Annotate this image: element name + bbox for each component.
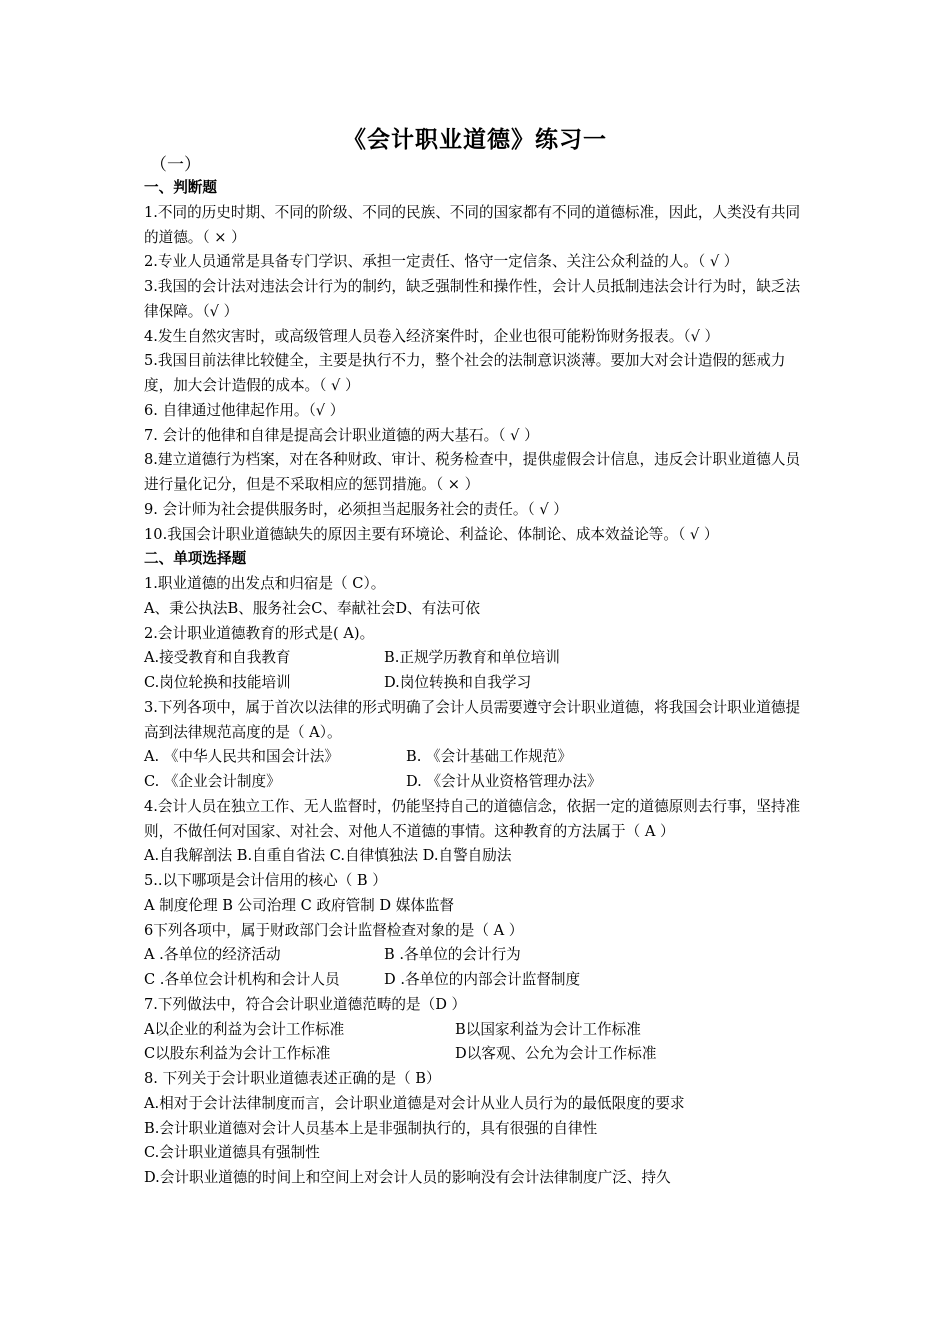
option-c: C以股东利益为会计工作标准: [144, 1045, 331, 1063]
mc-question-6-stem: 6下列各项中，属于财政部门会计监督检查对象的是（ A ）: [144, 921, 524, 939]
mc-question-2-options-row2: [144, 671, 812, 696]
tf-question-3: 3.我国的会计法对违法会计行为的制约，缺乏强制性和操作性，会计人员抵制违法会计行为时，缺乏法律保障。（√ ）: [144, 278, 801, 320]
mc-question-8-option-b: B.会计职业道德对会计人员基本上是非强制执行的，具有很强的自律性: [144, 1119, 598, 1137]
mc-question-8-option-c: C.会计职业道德具有强制性: [144, 1144, 320, 1162]
tf-question-1: 1.不同的历史时期、不同的阶级、不同的民族、不同的国家都有不同的道德标准，因此，人类没有共同的道德。（ × ）: [144, 203, 801, 246]
tf-question-10: 10.我国会计职业道德缺失的原因主要有环境论、利益论、体制论、成本效益论等。（ √ ）: [144, 525, 719, 543]
mc-question-2-options-row1: [144, 646, 812, 671]
option-b: B. 《会计基础工作规范》: [406, 748, 572, 766]
mc-question-3-stem: 3.下列各项中，属于首次以法律的形式明确了会计人员需要遵守会计职业道德，将我国会计职业道德提高到法律规范高度的是（ A）。: [144, 698, 801, 741]
option-d: D. 《会计从业资格管理办法》: [406, 773, 602, 790]
mc-question-2-stem: 2.会计职业道德教育的形式是( A)。: [144, 624, 375, 642]
mc-question-5-stem: 5..以下哪项是会计信用的核心（ B ）: [144, 872, 387, 889]
part-label: （一）: [150, 155, 201, 175]
option-b: B以国家利益为会计工作标准: [455, 1020, 641, 1038]
tf-question-8: 8.建立道德行为档案，对在各种财政、审计、税务检查中，提供虚假会计信息，违反会计职业道德人员进行量化记分，但是不采取相应的惩罚措施。（ × ）: [144, 451, 801, 493]
option-d: D.岗位转换和自我学习: [384, 674, 532, 691]
section-heading-single-choice: 二、单项选择题: [144, 550, 247, 568]
tf-question-5: 5.我国目前法律比较健全，主要是执行不力，整个社会的法制意识淡薄。要加大对会计造假的惩戒力度，加大会计造假的成本。（ √ ）: [144, 352, 786, 394]
mc-question-6-options-row2: [144, 968, 812, 993]
mc-question-7-stem: 7.下列做法中，符合会计职业道德范畴的是（D ）: [144, 995, 467, 1013]
option-a: A.接受教育和自我教育: [144, 649, 291, 667]
mc-question-4-options: A.自我解剖法 B.自重自省法 C.自律慎独法 D.自警自励法: [144, 847, 512, 865]
tf-question-2: 2.专业人员通常是具备专门学识、承担一定责任、恪守一定信条、关注公众利益的人。（ √ ）: [144, 253, 739, 271]
mc-question-1-stem: 1.职业道德的出发点和归宿是（ C）。: [144, 575, 386, 592]
mc-question-3-options-row2: [144, 770, 812, 795]
mc-question-6-options-row1: [144, 943, 812, 968]
option-d: D以客观、公允为会计工作标准: [455, 1045, 657, 1063]
mc-question-8-option-a: A.相对于会计法律制度而言，会计职业道德是对会计从业人员行为的最低限度的要求: [144, 1094, 685, 1112]
option-b: B .各单位的会计行为: [384, 946, 521, 964]
mc-question-4-stem: 4.会计人员在独立工作、无人监督时，仍能坚持自己的道德信念，依据一定的道德原则去行事，坚持准则，不做任何对国家、对社会、对他人不道德的事情。这种教育的方法属于（ A ）: [144, 797, 801, 840]
option-a: A .各单位的经济活动: [144, 946, 281, 964]
option-a: A以企业的利益为会计工作标准: [144, 1020, 345, 1038]
tf-question-9: 9. 会计师为社会提供服务时，必须担当起服务社会的责任。（ √ ）: [144, 500, 568, 518]
option-b: B.正规学历教育和单位培训: [384, 649, 560, 667]
tf-question-6: 6. 自律通过他律起作用。（√ ）: [144, 401, 345, 419]
mc-question-3-options-row1: [144, 745, 812, 770]
mc-question-7-options-row1: [144, 1018, 812, 1043]
mc-question-7-options-row2: [144, 1042, 812, 1067]
tf-question-4: 4.发生自然灾害时，或高级管理人员卷入经济案件时，企业也很可能粉饰财务报表。（√ ）: [144, 327, 720, 345]
mc-question-8-option-d: D.会计职业道德的时间上和空间上对会计人员的影响没有会计法律制度广泛、持久: [144, 1169, 671, 1186]
document-title: 《会计职业道德》练习一: [343, 127, 607, 153]
option-c: C.岗位轮换和技能培训: [144, 674, 291, 691]
section-heading-true-false: 一、判断题: [144, 179, 217, 196]
mc-question-5-options: A 制度伦理 B 公司治理 C 政府管制 D 媒体监督: [144, 896, 455, 914]
option-c: C .各单位会计机构和会计人员: [144, 971, 340, 988]
option-d: D .各单位的内部会计监督制度: [384, 971, 581, 988]
document-body: [144, 176, 812, 1191]
option-a: A. 《中华人民共和国会计法》: [144, 748, 339, 766]
mc-question-8-stem: 8. 下列关于会计职业道德表述正确的是（ B）: [144, 1070, 441, 1087]
tf-question-7: 7. 会计的他律和自律是提高会计职业道德的两大基石。（ √ ）: [144, 426, 539, 444]
mc-question-1-options: A、秉公执法B、服务社会C、奉献社会D、有法可依: [144, 599, 481, 617]
option-c: C. 《企业会计制度》: [144, 773, 281, 790]
